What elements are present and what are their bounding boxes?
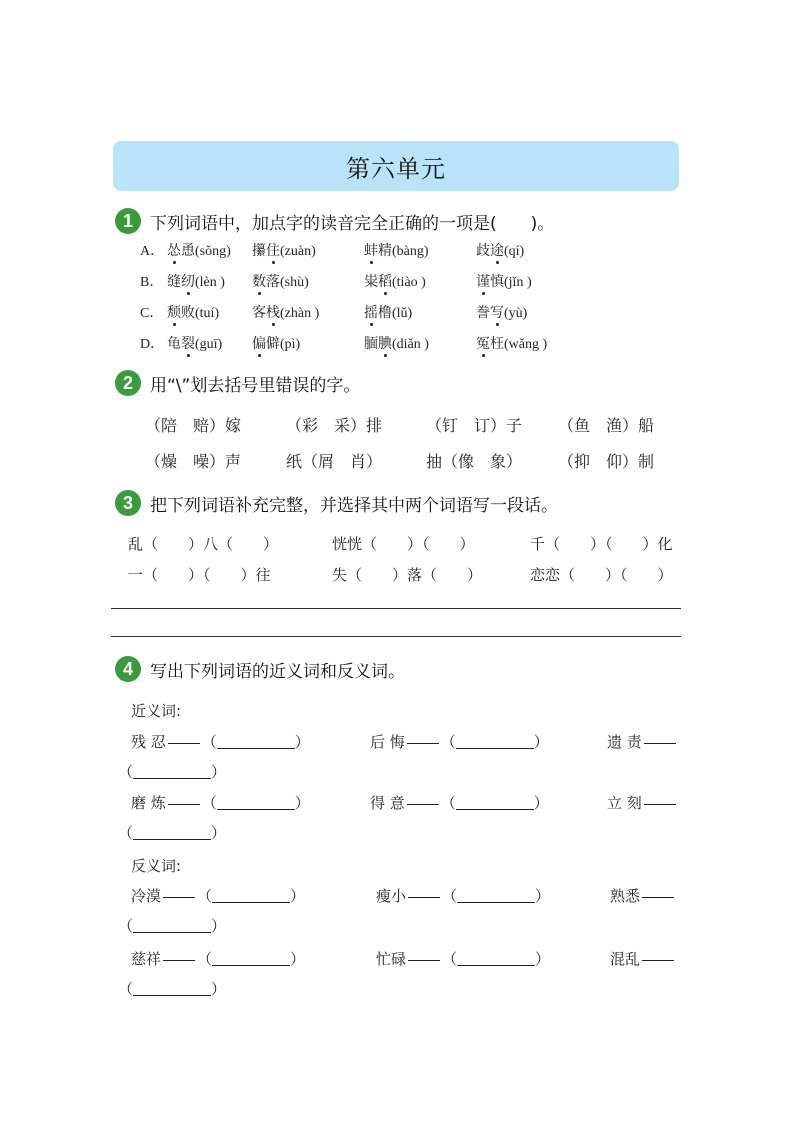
fill-idiom-item[interactable]: 乱（ ）八（ ） (128, 535, 279, 553)
bracket: （ (201, 794, 217, 812)
answer-blank[interactable] (456, 795, 534, 810)
bracket: ） (211, 824, 227, 842)
word-with-pinyin (252, 333, 300, 353)
word: 攥住 (252, 243, 280, 259)
question-2-text: 用“\”划去括号里错误的字。 (150, 375, 361, 396)
question-4-header (115, 656, 405, 682)
dash-line (644, 735, 676, 744)
word-with-pinyin (476, 271, 532, 291)
answer-blank[interactable] (133, 918, 211, 933)
pinyin: (wǎng ) (504, 337, 548, 352)
pinyin: (zuàn) (280, 244, 316, 259)
word-with-pinyin (167, 240, 231, 260)
word-with-pinyin (364, 240, 429, 260)
bracket: （ (197, 950, 213, 968)
pinyin: (zhàn ) (280, 306, 320, 321)
question-1-header (115, 208, 554, 234)
word-pair-item (131, 948, 305, 969)
dash-line (163, 889, 195, 898)
word: 蚌精 (364, 243, 392, 259)
answer-blank[interactable] (456, 734, 534, 749)
dash-line (163, 952, 195, 961)
fill-idiom-item[interactable]: 恋恋（ ）（ ） (530, 566, 673, 584)
word-with-pinyin (364, 302, 412, 322)
bracket: ） (294, 733, 310, 751)
word: 冤枉 (476, 336, 504, 352)
answer-blank[interactable] (217, 795, 295, 810)
dash-line (408, 952, 440, 961)
word: 腼腆 (364, 336, 392, 352)
dash-line (168, 796, 200, 805)
bracket: （ (442, 950, 458, 968)
strike-choice-item[interactable]: 抽（像 象） (426, 452, 523, 471)
bracket: ） (533, 733, 549, 751)
word-with-pinyin (167, 302, 219, 322)
prompt-word: 立 刻 (607, 794, 642, 812)
word-with-pinyin (252, 271, 309, 291)
prompt-word: 得 意 (370, 794, 405, 812)
pinyin: (pì) (280, 337, 301, 352)
pinyin: (guī) (195, 337, 223, 352)
fill-idiom-item[interactable]: 失（ ）落（ ） (332, 566, 483, 584)
word-pair-item (131, 731, 310, 752)
bracket: （ (118, 824, 134, 842)
word-with-pinyin (252, 302, 319, 322)
bracket: （ (197, 887, 213, 905)
word-with-pinyin (364, 333, 429, 353)
word-pair-item (376, 948, 550, 969)
question-3-text: 把下列词语补充完整，并选择其中两个词语写一段话。 (150, 495, 558, 516)
word-pair-item (607, 792, 678, 813)
pinyin: (lǔ) (392, 306, 413, 321)
prompt-word: 慈祥 (131, 950, 162, 968)
word: 歧途 (476, 243, 504, 259)
question-number-badge: 2 (115, 370, 141, 396)
dash-line (408, 889, 440, 898)
bracket: ） (211, 763, 227, 781)
word: 数落 (252, 274, 280, 290)
word: 摇橹 (364, 305, 392, 321)
wrapped-answer (118, 978, 226, 999)
word: 客栈 (252, 305, 280, 321)
pinyin: (lèn ) (195, 275, 225, 290)
answer-blank[interactable] (133, 825, 211, 840)
answer-blank[interactable] (217, 734, 295, 749)
dash-line (644, 796, 676, 805)
writing-line[interactable] (111, 636, 681, 637)
strike-choice-item[interactable]: （彩 采）排 (286, 416, 383, 435)
pinyin: (jǐn ) (504, 275, 532, 290)
prompt-word: 后 悔 (370, 733, 405, 751)
answer-blank[interactable] (212, 888, 290, 903)
fill-idiom-item[interactable]: 恍恍（ ）（ ） (332, 535, 475, 553)
word-pair-item (131, 885, 305, 906)
pinyin: (tiào ) (392, 275, 426, 290)
word: 怂恿 (167, 243, 195, 259)
question-2-header (115, 370, 360, 396)
prompt-word: 熟悉 (610, 887, 641, 905)
word-pair-item (370, 792, 549, 813)
question-3-header (115, 490, 558, 516)
bracket: （ (442, 887, 458, 905)
word-with-pinyin (167, 271, 225, 291)
word-with-pinyin (252, 240, 316, 260)
answer-blank[interactable] (133, 981, 211, 996)
question-4-text: 写出下列词语的近义词和反义词。 (150, 661, 405, 682)
fill-idiom-item[interactable]: 千（ ）（ ）化 (530, 535, 673, 553)
bracket: ） (211, 917, 227, 935)
answer-blank[interactable] (133, 764, 211, 779)
strike-choice-item[interactable]: 纸（屑 肖） (286, 452, 383, 471)
bracket: （ (118, 763, 134, 781)
unit-title (113, 141, 679, 191)
strike-choice-item[interactable]: （鱼 渔）船 (558, 416, 655, 435)
option-label: B． (140, 275, 164, 290)
question-number-badge: 1 (115, 208, 141, 234)
bracket: （ (440, 733, 456, 751)
question-number-badge: 3 (115, 490, 141, 516)
word-with-pinyin (167, 333, 222, 353)
word: 缝纫 (167, 274, 195, 290)
fill-idiom-item[interactable]: 一（ ）（ ）往 (128, 566, 271, 584)
bracket: ） (290, 887, 306, 905)
wrapped-answer (118, 915, 226, 936)
bracket: （ (201, 733, 217, 751)
bracket: ） (294, 794, 310, 812)
pinyin: (bàng) (392, 244, 429, 259)
bracket: ） (290, 950, 306, 968)
question-number-badge: 4 (115, 656, 141, 682)
dash-line (642, 889, 674, 898)
answer-blank[interactable] (212, 951, 290, 966)
pinyin: (yù) (504, 306, 528, 321)
wrapped-answer (118, 822, 226, 843)
strike-choice-item[interactable]: （抑 仰）制 (558, 452, 655, 471)
word-pair-item (370, 731, 549, 752)
bracket: ） (533, 794, 549, 812)
prompt-word: 冷漠 (131, 887, 162, 905)
word: 颓败 (167, 305, 195, 321)
bracket: （ (440, 794, 456, 812)
word: 偏僻 (252, 336, 280, 352)
word-with-pinyin (476, 302, 527, 322)
unit-title-text: 第六单元 (346, 154, 446, 183)
word-pair-item (610, 948, 676, 969)
synonym-label: 近义词: (131, 702, 182, 720)
question-1-text: 下列词语中，加点字的读音完全正确的一项是( )。 (150, 213, 555, 234)
bracket: （ (118, 980, 134, 998)
bracket: ） (535, 950, 551, 968)
writing-line[interactable] (111, 608, 681, 609)
dash-line (407, 735, 439, 744)
strike-choice-item[interactable]: （陪 赔）嫁 (145, 416, 242, 435)
dash-line (642, 952, 674, 961)
bracket: ） (211, 980, 227, 998)
option-label: A． (140, 244, 165, 259)
word-with-pinyin (364, 271, 426, 291)
strike-choice-item[interactable]: （钉 订）子 (426, 416, 523, 435)
word-with-pinyin (476, 240, 524, 260)
pinyin: (diǎn ) (392, 337, 429, 352)
word: 粜稻 (364, 274, 392, 290)
answer-blank[interactable] (457, 951, 535, 966)
word: 龟裂 (167, 336, 195, 352)
bracket: （ (118, 917, 134, 935)
word-with-pinyin (476, 333, 547, 353)
word-pair-item (131, 792, 310, 813)
wrapped-answer (118, 761, 226, 782)
prompt-word: 瘦小 (376, 887, 407, 905)
dash-line (407, 796, 439, 805)
prompt-word: 残 忍 (131, 733, 166, 751)
word-pair-item (376, 885, 550, 906)
word: 谨慎 (476, 274, 504, 290)
bracket: ） (535, 887, 551, 905)
word-pair-item (607, 731, 678, 752)
antonym-label: 反义词: (131, 857, 182, 875)
prompt-word: 混乱 (610, 950, 641, 968)
answer-blank[interactable] (457, 888, 535, 903)
prompt-word: 遗 责 (607, 733, 642, 751)
prompt-word: 忙碌 (376, 950, 407, 968)
dash-line (168, 735, 200, 744)
pinyin: (qí) (504, 244, 525, 259)
option-label: D． (140, 337, 165, 352)
word: 誊写 (476, 305, 504, 321)
pinyin: (tuí) (195, 306, 220, 321)
pinyin: (shù) (280, 275, 309, 290)
option-label: C． (140, 306, 164, 321)
pinyin: (sǒng) (195, 244, 231, 259)
prompt-word: 磨 炼 (131, 794, 166, 812)
strike-choice-item[interactable]: （燥 噪）声 (145, 452, 242, 471)
word-pair-item (610, 885, 676, 906)
